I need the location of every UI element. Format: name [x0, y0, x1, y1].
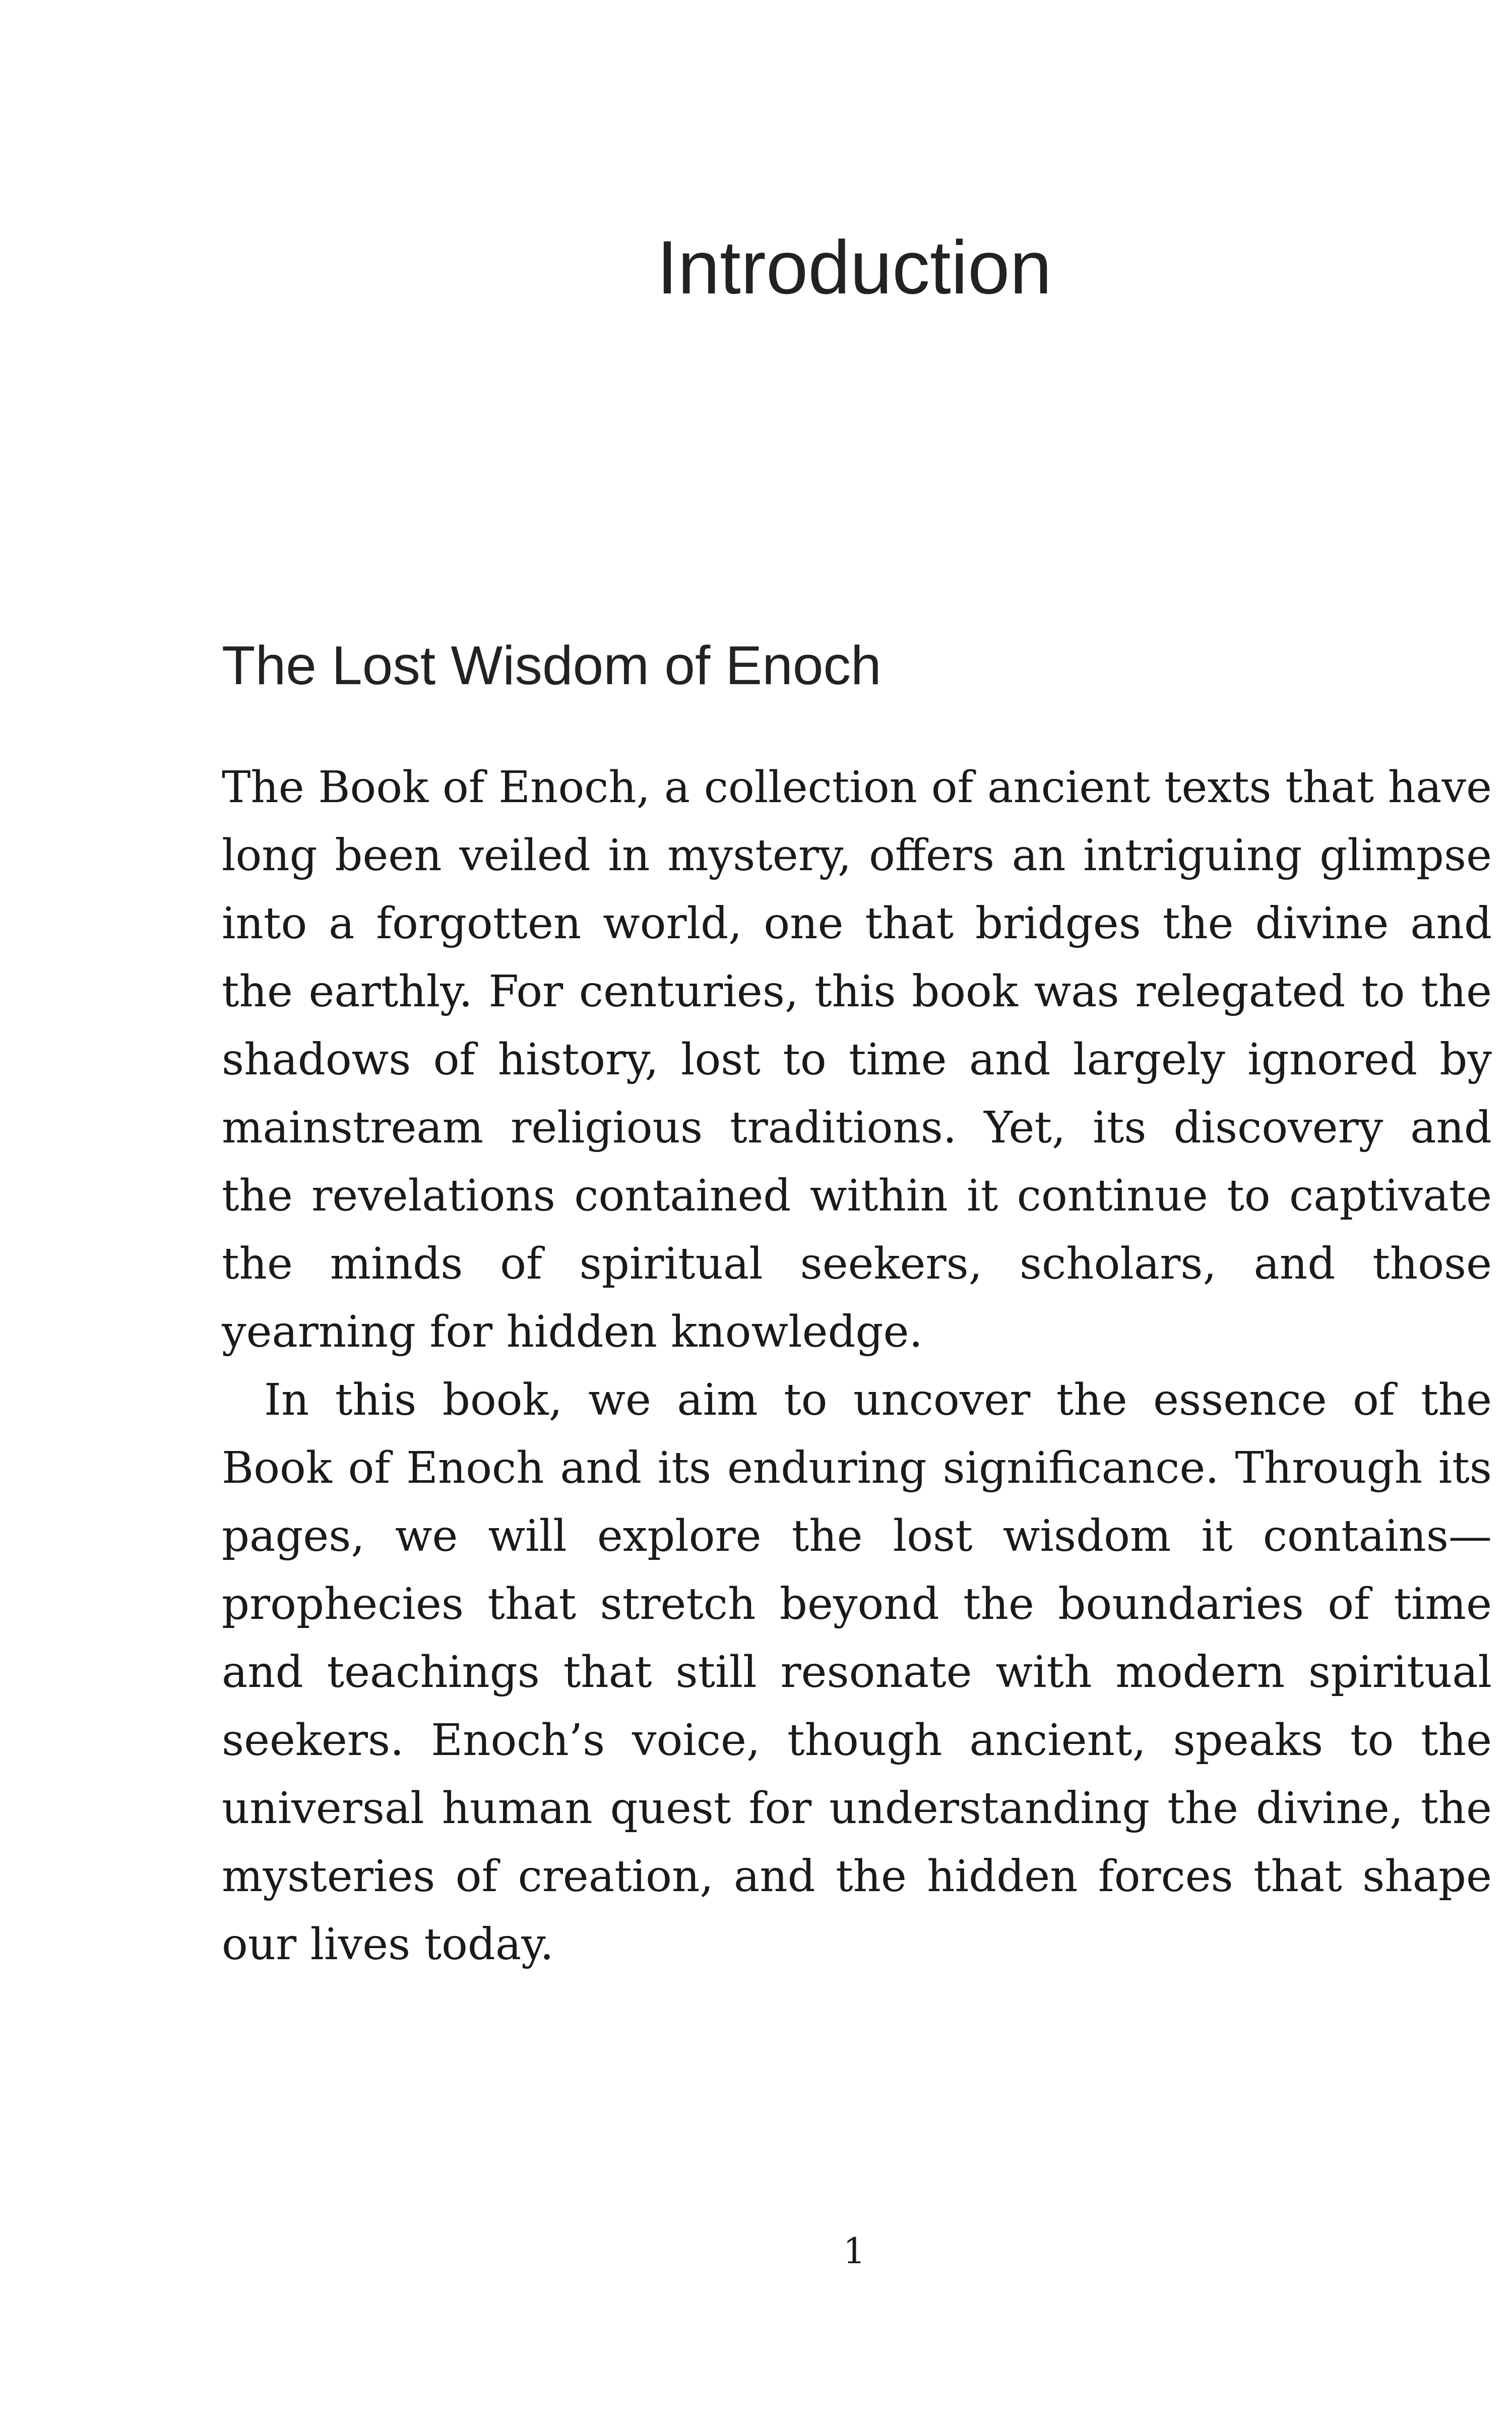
section-heading: The Lost Wisdom of Enoch — [222, 635, 881, 696]
body-text — [222, 754, 1492, 1979]
paragraph-2: In this book, we aim to uncover the essence of the Book of Enoch and its enduring significance. Through its pages, we will explore the lost wisdom it contains—prophecies that stretch beyond the boundaries of time and teachings that still resonate with modern spiritual seekers. Enoch’s voice, though ancient, speaks to the universal human quest for understanding the divine, the mysteries of creation, and the hidden forces that shape our lives today. — [222, 1375, 1492, 1970]
paragraph-1: The Book of Enoch, a collection of ancient texts that have long been veiled in mystery, offers an intriguing glimpse into a forgotten world, one that bridges the divine and the earthly. For centuries, this book was relegated to the shadows of history, lost to time and largely ignored by mainstream religious traditions. Yet, its discovery and the revelations contained within it continue to captivate the minds of spiritual seekers, scholars, and those yearning for hidden knowledge. — [222, 762, 1492, 1357]
chapter-title: Introduction — [657, 225, 1052, 310]
page-number: 1 — [843, 2230, 866, 2272]
